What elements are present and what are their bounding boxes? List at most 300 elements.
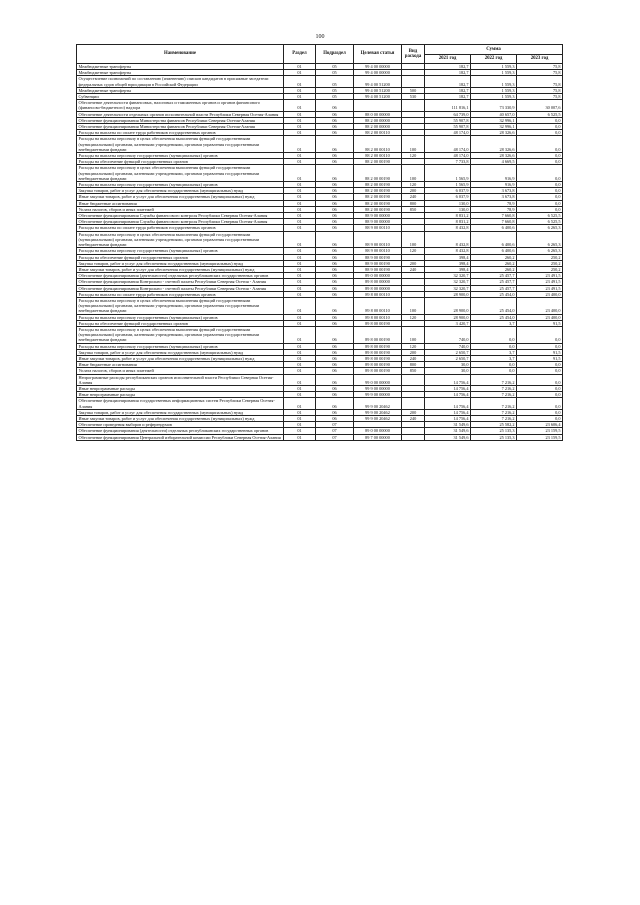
row-expense-type: 120 <box>402 153 425 159</box>
row-subsection: 06 <box>316 368 354 374</box>
row-name: Межбюджетные трансферты <box>77 87 284 93</box>
budget-table <box>76 44 563 441</box>
row-article <box>354 100 402 111</box>
row-subsection: 06 <box>316 260 354 266</box>
row-section: 01 <box>284 291 316 297</box>
row-article: 89 8 00 00190 <box>354 362 402 368</box>
row-article: 88 2 00 00110 <box>354 130 402 136</box>
row-article: 88 2 00 00190 <box>354 194 402 200</box>
row-sum-2021: 2 650,7 <box>425 349 471 355</box>
row-subsection: 06 <box>316 100 354 111</box>
row-sum-2023: 75,8 <box>517 94 563 100</box>
row-sum-2022: 7 216,2 <box>471 398 517 409</box>
row-sum-2023: 23 159,5 <box>517 434 563 440</box>
row-name: Расходы на выплаты по оплате труда работников государственных органов <box>77 225 284 231</box>
row-section: 01 <box>284 320 316 326</box>
row-article: 99 9 00 00000 <box>354 392 402 398</box>
row-sum-2021: 182,7 <box>425 64 471 70</box>
header-section: Раздел <box>284 45 316 64</box>
row-sum-2022: 916,9 <box>471 165 517 182</box>
row-sum-2022: 0,0 <box>471 343 517 349</box>
row-sum-2023: 23 491,5 <box>517 273 563 279</box>
row-article: 88 2 00 00110 <box>354 136 402 153</box>
row-sum-2022: 7 216,2 <box>471 385 517 391</box>
row-sum-2023: 6 265,3 <box>517 225 563 231</box>
row-article: 89 8 00 00190 <box>354 320 402 326</box>
row-name: Обеспечение функционирования Службы финансового контроля Республики Северная Осетия-Алания <box>77 213 284 219</box>
row-name: Иные закупки товаров, работ и услуг для обеспечения государственных (муниципальных) нужд <box>77 266 284 272</box>
row-section: 01 <box>284 279 316 285</box>
table-row <box>77 326 563 343</box>
row-section: 01 <box>284 422 316 428</box>
row-sum-2021: 8 432,8 <box>425 231 471 248</box>
row-section: 01 <box>284 297 316 314</box>
row-expense-type: 200 <box>402 260 425 266</box>
row-sum-2023: 0,0 <box>517 343 563 349</box>
row-sum-2021: 8 831,2 <box>425 219 471 225</box>
row-article: 99 4 00 00000 <box>354 64 402 70</box>
row-name: Иные бюджетные ассигнования <box>77 200 284 206</box>
row-subsection: 06 <box>316 326 354 343</box>
row-sum-2023: 23 491,5 <box>517 279 563 285</box>
row-sum-2022: 7 216,2 <box>471 415 517 421</box>
row-section: 01 <box>284 326 316 343</box>
row-section: 01 <box>284 219 316 225</box>
row-expense-type: 240 <box>402 415 425 421</box>
row-sum-2023: 0,0 <box>517 200 563 206</box>
row-sum-2022: 28 326,6 <box>471 130 517 136</box>
row-sum-2022: 260,2 <box>471 266 517 272</box>
row-sum-2022: 25 454,0 <box>471 314 517 320</box>
row-sum-2021: 28 900,0 <box>425 291 471 297</box>
row-subsection: 06 <box>316 362 354 368</box>
row-section: 01 <box>284 415 316 421</box>
table-body <box>77 64 563 441</box>
row-name: Расходы на выплаты персоналу в целях обеспечения выполнения функций государственными (муниципальными) органами, казенными учреждениями, органами управления государственными внебюджетными фондами <box>77 297 284 314</box>
row-article: 88 2 00 00190 <box>354 188 402 194</box>
row-sum-2023: 91,5 <box>517 349 563 355</box>
row-name: Обеспечение функционирования Контрольно - счетной палаты Республики Северная Осетия - Алания <box>77 285 284 291</box>
row-sum-2022: 25 457,7 <box>471 279 517 285</box>
row-name: Расходы на выплаты по оплате труда работников государственных органов <box>77 130 284 136</box>
row-section: 01 <box>284 374 316 385</box>
row-section: 01 <box>284 362 316 368</box>
row-sum-2023: 0,0 <box>517 409 563 415</box>
row-sum-2022: 7 216,2 <box>471 374 517 385</box>
row-article: 88 9 00 00190 <box>354 266 402 272</box>
row-section: 01 <box>284 231 316 248</box>
header-name: Наименование <box>77 45 284 64</box>
row-sum-2021: 32 320,7 <box>425 285 471 291</box>
row-expense-type: 530 <box>402 94 425 100</box>
row-section: 01 <box>284 206 316 212</box>
row-section: 01 <box>284 343 316 349</box>
row-expense-type: 200 <box>402 409 425 415</box>
row-section: 01 <box>284 94 316 100</box>
table-header <box>77 45 563 64</box>
row-article: 89 0 00 00000 <box>354 428 402 434</box>
row-expense-type: 200 <box>402 349 425 355</box>
table-row <box>77 434 563 440</box>
row-section: 01 <box>284 153 316 159</box>
row-sum-2023: 23 400,0 <box>517 297 563 314</box>
row-sum-2022: 0,0 <box>471 326 517 343</box>
row-sum-2021: 31 549,6 <box>425 434 471 440</box>
row-sum-2021: 48 174,0 <box>425 153 471 159</box>
row-name: Обеспечение функционирования Контрольно - счетной палаты Республики Северная Осетия - Алания <box>77 279 284 285</box>
row-sum-2023: 0,0 <box>517 153 563 159</box>
row-sum-2021: 1 565,9 <box>425 182 471 188</box>
table-row <box>77 76 563 87</box>
row-expense-type: 100 <box>402 231 425 248</box>
row-subsection: 06 <box>316 320 354 326</box>
row-article: 89 8 00 00190 <box>354 349 402 355</box>
row-subsection: 06 <box>316 231 354 248</box>
row-sum-2021: 14 756,4 <box>425 385 471 391</box>
row-name: Расходы на выплаты по оплате труда работников государственных органов <box>77 291 284 297</box>
row-article: 99 9 00 00000 <box>354 385 402 391</box>
row-name: Обеспечение проведения выборов и референдумов <box>77 422 284 428</box>
row-name: Расходы на выплаты персоналу государственных (муниципальных) органов <box>77 248 284 254</box>
row-sum-2023: 250,2 <box>517 254 563 260</box>
row-section: 01 <box>284 392 316 398</box>
row-section: 01 <box>284 254 316 260</box>
row-article: 88 9 00 00000 <box>354 219 402 225</box>
row-article: 88 2 00 00190 <box>354 206 402 212</box>
table-row <box>77 398 563 409</box>
row-subsection: 06 <box>316 165 354 182</box>
row-article: 88 2 00 00190 <box>354 182 402 188</box>
row-sum-2021: 14 756,4 <box>425 415 471 421</box>
row-sum-2023: 23 400,0 <box>517 314 563 320</box>
row-section: 01 <box>284 385 316 391</box>
row-expense-type: 240 <box>402 355 425 361</box>
row-subsection: 06 <box>316 273 354 279</box>
table-row <box>77 374 563 385</box>
row-sum-2022: 3 673,8 <box>471 188 517 194</box>
row-sum-2022: 32 996,1 <box>471 124 517 130</box>
row-name: Иные бюджетные ассигнования <box>77 362 284 368</box>
row-sum-2021: 740,0 <box>425 343 471 349</box>
row-article: 88 9 00 00190 <box>354 254 402 260</box>
row-article: 88 9 00 00190 <box>354 260 402 266</box>
row-section: 01 <box>284 273 316 279</box>
row-sum-2023: 0,0 <box>517 398 563 409</box>
row-name: Закупка товаров, работ и услуг для обеспечения государственных (муниципальных) нужд <box>77 409 284 415</box>
row-sum-2021: 182,7 <box>425 87 471 93</box>
row-article: 88 9 00 00110 <box>354 248 402 254</box>
row-sum-2023: 0,0 <box>517 130 563 136</box>
row-subsection: 06 <box>316 188 354 194</box>
row-section: 01 <box>284 188 316 194</box>
row-sum-2021: 182,7 <box>425 94 471 100</box>
row-sum-2022: 1 559,3 <box>471 76 517 87</box>
row-sum-2023: 0,0 <box>517 385 563 391</box>
table-row <box>77 297 563 314</box>
row-section: 01 <box>284 428 316 434</box>
row-expense-type: 100 <box>402 136 425 153</box>
row-section: 01 <box>284 182 316 188</box>
row-sum-2021: 31 549,6 <box>425 422 471 428</box>
row-article: 89 8 00 00190 <box>354 343 402 349</box>
row-sum-2023: 91,5 <box>517 355 563 361</box>
row-name: Обеспечение функционирования Министерства финансов Республики Северная Осетия-Алания <box>77 124 284 130</box>
row-subsection: 06 <box>316 225 354 231</box>
row-name: Расходы на обеспечение функций государственных органов <box>77 254 284 260</box>
row-subsection: 06 <box>316 415 354 421</box>
row-sum-2023: 0,0 <box>517 159 563 165</box>
row-name: Иные закупки товаров, работ и услуг для обеспечения государственных (муниципальных) нужд <box>77 415 284 421</box>
row-section: 01 <box>284 159 316 165</box>
row-subsection: 07 <box>316 422 354 428</box>
row-sum-2023: 0,0 <box>517 136 563 153</box>
row-sum-2021: 398,4 <box>425 254 471 260</box>
row-subsection: 06 <box>316 266 354 272</box>
row-sum-2021: 111 816,1 <box>425 100 471 111</box>
row-expense-type <box>402 374 425 385</box>
row-sum-2022: 0,0 <box>471 368 517 374</box>
row-section: 01 <box>284 260 316 266</box>
row-subsection: 05 <box>316 64 354 70</box>
row-name: Расходы на выплаты персоналу государственных (муниципальных) органов <box>77 314 284 320</box>
row-sum-2023: 23 606,4 <box>517 422 563 428</box>
header-year-2021: 2021 год <box>425 55 471 64</box>
row-sum-2021: 55 907,8 <box>425 124 471 130</box>
row-sum-2021: 398,4 <box>425 260 471 266</box>
row-expense-type: 800 <box>402 362 425 368</box>
row-subsection: 06 <box>316 314 354 320</box>
row-sum-2023: 0,0 <box>517 206 563 212</box>
row-sum-2023: 250,2 <box>517 260 563 266</box>
row-name: Расходы на выплаты персоналу государственных (муниципальных) органов <box>77 182 284 188</box>
row-expense-type: 120 <box>402 248 425 254</box>
row-sum-2023: 75,8 <box>517 64 563 70</box>
row-sum-2021: 14 756,4 <box>425 392 471 398</box>
row-section: 01 <box>284 213 316 219</box>
row-sum-2022: 28 326,6 <box>471 136 517 153</box>
row-article: 99 4 00 00000 <box>354 70 402 76</box>
row-sum-2021: 31 549,6 <box>425 428 471 434</box>
row-article: 99 4 00 51200 <box>354 76 402 87</box>
row-subsection: 06 <box>316 343 354 349</box>
row-article: 99 9 00 20462 <box>354 415 402 421</box>
row-name: Расходы на выплаты персоналу государственных (муниципальных) органов <box>77 153 284 159</box>
row-sum-2021: 398,4 <box>425 266 471 272</box>
row-sum-2022: 25 454,0 <box>471 291 517 297</box>
row-sum-2022: 3,7 <box>471 355 517 361</box>
row-expense-type: 500 <box>402 87 425 93</box>
row-article: 99 9 00 20462 <box>354 409 402 415</box>
row-sum-2022: 7 216,2 <box>471 409 517 415</box>
header-subsection: Подраздел <box>316 45 354 64</box>
table-row <box>77 165 563 182</box>
row-name: Обеспечение функционирования Центральной избирательной комиссии Республики Северная Осетия-Алания <box>77 434 284 440</box>
row-sum-2023: 6 265,3 <box>517 248 563 254</box>
row-sum-2021: 55 907,8 <box>425 117 471 123</box>
row-article: 99 0 00 00000 <box>354 374 402 385</box>
row-sum-2021: 14 756,4 <box>425 398 471 409</box>
row-expense-type: 240 <box>402 194 425 200</box>
row-subsection: 06 <box>316 349 354 355</box>
row-article: 88 2 00 00000 <box>354 124 402 130</box>
row-subsection: 06 <box>316 136 354 153</box>
table-row <box>77 136 563 153</box>
row-section: 01 <box>284 136 316 153</box>
row-sum-2023: 75,8 <box>517 87 563 93</box>
row-name: Закупка товаров, работ и услуг для обеспечения государственных (муниципальных) нужд <box>77 260 284 266</box>
row-expense-type: 100 <box>402 165 425 182</box>
row-section: 01 <box>284 409 316 415</box>
row-sum-2023: 6 525,5 <box>517 213 563 219</box>
row-sum-2022: 6 400,6 <box>471 225 517 231</box>
row-subsection: 06 <box>316 285 354 291</box>
row-sum-2021: 2 650,7 <box>425 355 471 361</box>
row-expense-type: 850 <box>402 368 425 374</box>
row-expense-type <box>402 100 425 111</box>
row-sum-2021: 130,0 <box>425 200 471 206</box>
row-name: Иные закупки товаров, работ и услуг для обеспечения государственных (муниципальных) нужд <box>77 194 284 200</box>
row-article: 89 8 00 00190 <box>354 326 402 343</box>
row-section: 01 <box>284 130 316 136</box>
row-section: 01 <box>284 368 316 374</box>
header-article: Целевая статья <box>354 45 402 64</box>
row-subsection: 06 <box>316 206 354 212</box>
row-sum-2021: 28 900,0 <box>425 297 471 314</box>
row-subsection: 06 <box>316 409 354 415</box>
row-sum-2022: 28 326,6 <box>471 153 517 159</box>
row-sum-2022: 3 673,8 <box>471 194 517 200</box>
table-row <box>77 231 563 248</box>
row-expense-type: 120 <box>402 182 425 188</box>
row-sum-2022: 78,9 <box>471 206 517 212</box>
row-section: 01 <box>284 124 316 130</box>
row-sum-2023: 23 400,0 <box>517 291 563 297</box>
row-expense-type: 240 <box>402 266 425 272</box>
row-sum-2022: 0,0 <box>471 362 517 368</box>
row-article: 88 2 00 00190 <box>354 165 402 182</box>
row-section: 01 <box>284 70 316 76</box>
row-sum-2022: 7 660,8 <box>471 213 517 219</box>
row-article: 88 9 00 00110 <box>354 225 402 231</box>
row-sum-2021: 7 733,8 <box>425 159 471 165</box>
row-expense-type: 800 <box>402 200 425 206</box>
row-sum-2023: 0,0 <box>517 415 563 421</box>
row-subsection: 05 <box>316 87 354 93</box>
page-number: 100 <box>315 34 325 40</box>
row-sum-2022: 260,2 <box>471 260 517 266</box>
row-sum-2023: 0,0 <box>517 117 563 123</box>
row-name: Расходы на обеспечение функций государственных органов <box>77 320 284 326</box>
row-sum-2022: 25 454,0 <box>471 297 517 314</box>
row-sum-2022: 3,7 <box>471 320 517 326</box>
row-article: 89 8 00 00110 <box>354 291 402 297</box>
row-section: 01 <box>284 225 316 231</box>
row-name: Расходы на выплаты персоналу в целях обеспечения выполнения функций государственными (муниципальными) органами, казенными учреждениями, органами управления государственными внебюджетными фондами <box>77 136 284 153</box>
row-article: 89 8 00 00000 <box>354 279 402 285</box>
row-subsection: 06 <box>316 254 354 260</box>
row-article: 88 2 00 00110 <box>354 153 402 159</box>
row-sum-2021: 3 420,7 <box>425 320 471 326</box>
row-sum-2021: 8 432,8 <box>425 225 471 231</box>
row-sum-2022: 7 660,8 <box>471 219 517 225</box>
row-name: Уплата налогов, сборов и иных платежей <box>77 206 284 212</box>
row-section: 01 <box>284 76 316 87</box>
row-name: Расходы на выплаты персоналу в целях обеспечения выполнения функций государственными (муниципальными) органами, казенными учреждениями, органами управления государственными внебюджетными фондами <box>77 231 284 248</box>
row-name: Закупка товаров, работ и услуг для обеспечения государственных (муниципальных) нужд <box>77 188 284 194</box>
row-section: 01 <box>284 355 316 361</box>
row-article: 88 2 00 00190 <box>354 159 402 165</box>
row-name: Осуществление полномочий по составлению (изменению) списков кандидатов в присяжные заседатели федеральных судов общей юрисдикции в Российской Федерации <box>77 76 284 87</box>
row-section: 01 <box>284 100 316 111</box>
row-sum-2021: 14 756,4 <box>425 409 471 415</box>
row-name: Непрограммные расходы республиканских органов исполнительной власти Республики Северная Осетия-Алания <box>77 374 284 385</box>
row-sum-2022: 1 559,3 <box>471 87 517 93</box>
row-article: 88 2 00 00190 <box>354 200 402 206</box>
row-name: Иные непрограммные расходы <box>77 385 284 391</box>
row-name: Обеспечение функционирования (деятельности) отдельных республиканских государственных органов <box>77 428 284 434</box>
row-sum-2023: 23 491,5 <box>517 285 563 291</box>
row-sum-2021: 64 739,0 <box>425 111 471 117</box>
row-expense-type: 100 <box>402 297 425 314</box>
row-name: Расходы на обеспечение функций государственных органов <box>77 159 284 165</box>
row-name: Расходы на выплаты персоналу в целях обеспечения выполнения функций государственными (муниципальными) органами, казенными учреждениями, органами управления государственными внебюджетными фондами <box>77 165 284 182</box>
row-sum-2023: 0,0 <box>517 368 563 374</box>
row-subsection: 05 <box>316 76 354 87</box>
row-sum-2021: 8 432,8 <box>425 248 471 254</box>
row-sum-2022: 1 559,3 <box>471 64 517 70</box>
row-article: 89 8 00 00190 <box>354 355 402 361</box>
row-sum-2021: 6 037,9 <box>425 194 471 200</box>
row-sum-2021: 30,0 <box>425 362 471 368</box>
row-sum-2023: 0,0 <box>517 362 563 368</box>
row-name: Расходы на выплаты персоналу в целях обеспечения выполнения функций государственными (муниципальными) органами, казенными учреждениями, органами управления государственными внебюджетными фондами <box>77 326 284 343</box>
row-expense-type: 120 <box>402 314 425 320</box>
row-article: 89 7 00 00000 <box>354 434 402 440</box>
row-sum-2021: 6 037,9 <box>425 188 471 194</box>
row-sum-2023: 0,0 <box>517 326 563 343</box>
row-sum-2023: 0,0 <box>517 182 563 188</box>
row-article: 89 8 00 00000 <box>354 285 402 291</box>
row-sum-2023: 0,0 <box>517 194 563 200</box>
row-sum-2022: 73 330,9 <box>471 100 517 111</box>
row-section: 01 <box>284 165 316 182</box>
row-sum-2021: 14 756,4 <box>425 374 471 385</box>
row-sum-2022: 78,9 <box>471 200 517 206</box>
row-section: 01 <box>284 285 316 291</box>
row-section: 01 <box>284 349 316 355</box>
row-sum-2023: 0,0 <box>517 165 563 182</box>
row-article: 88 0 00 00000 <box>354 111 402 117</box>
row-sum-2023: 6 525,5 <box>517 219 563 225</box>
row-section: 01 <box>284 200 316 206</box>
row-sum-2022: 3,7 <box>471 349 517 355</box>
row-section: 01 <box>284 64 316 70</box>
row-sum-2021: 32 320,7 <box>425 273 471 279</box>
row-name: Обеспечение деятельности отдельных органов исполнительной власти Республики Северная Осетия-Алания <box>77 111 284 117</box>
row-sum-2022: 32 996,1 <box>471 117 517 123</box>
row-subsection: 06 <box>316 398 354 409</box>
row-subsection: 06 <box>316 219 354 225</box>
row-name: Расходы на выплаты персоналу государственных (муниципальных) органов <box>77 343 284 349</box>
row-sum-2023: 250,2 <box>517 266 563 272</box>
row-section: 01 <box>284 111 316 117</box>
row-sum-2023: 0,0 <box>517 374 563 385</box>
row-expense-type <box>402 76 425 87</box>
row-subsection: 06 <box>316 153 354 159</box>
row-sum-2021: 182,7 <box>425 76 471 87</box>
row-section: 01 <box>284 314 316 320</box>
row-sum-2022: 7 216,2 <box>471 392 517 398</box>
